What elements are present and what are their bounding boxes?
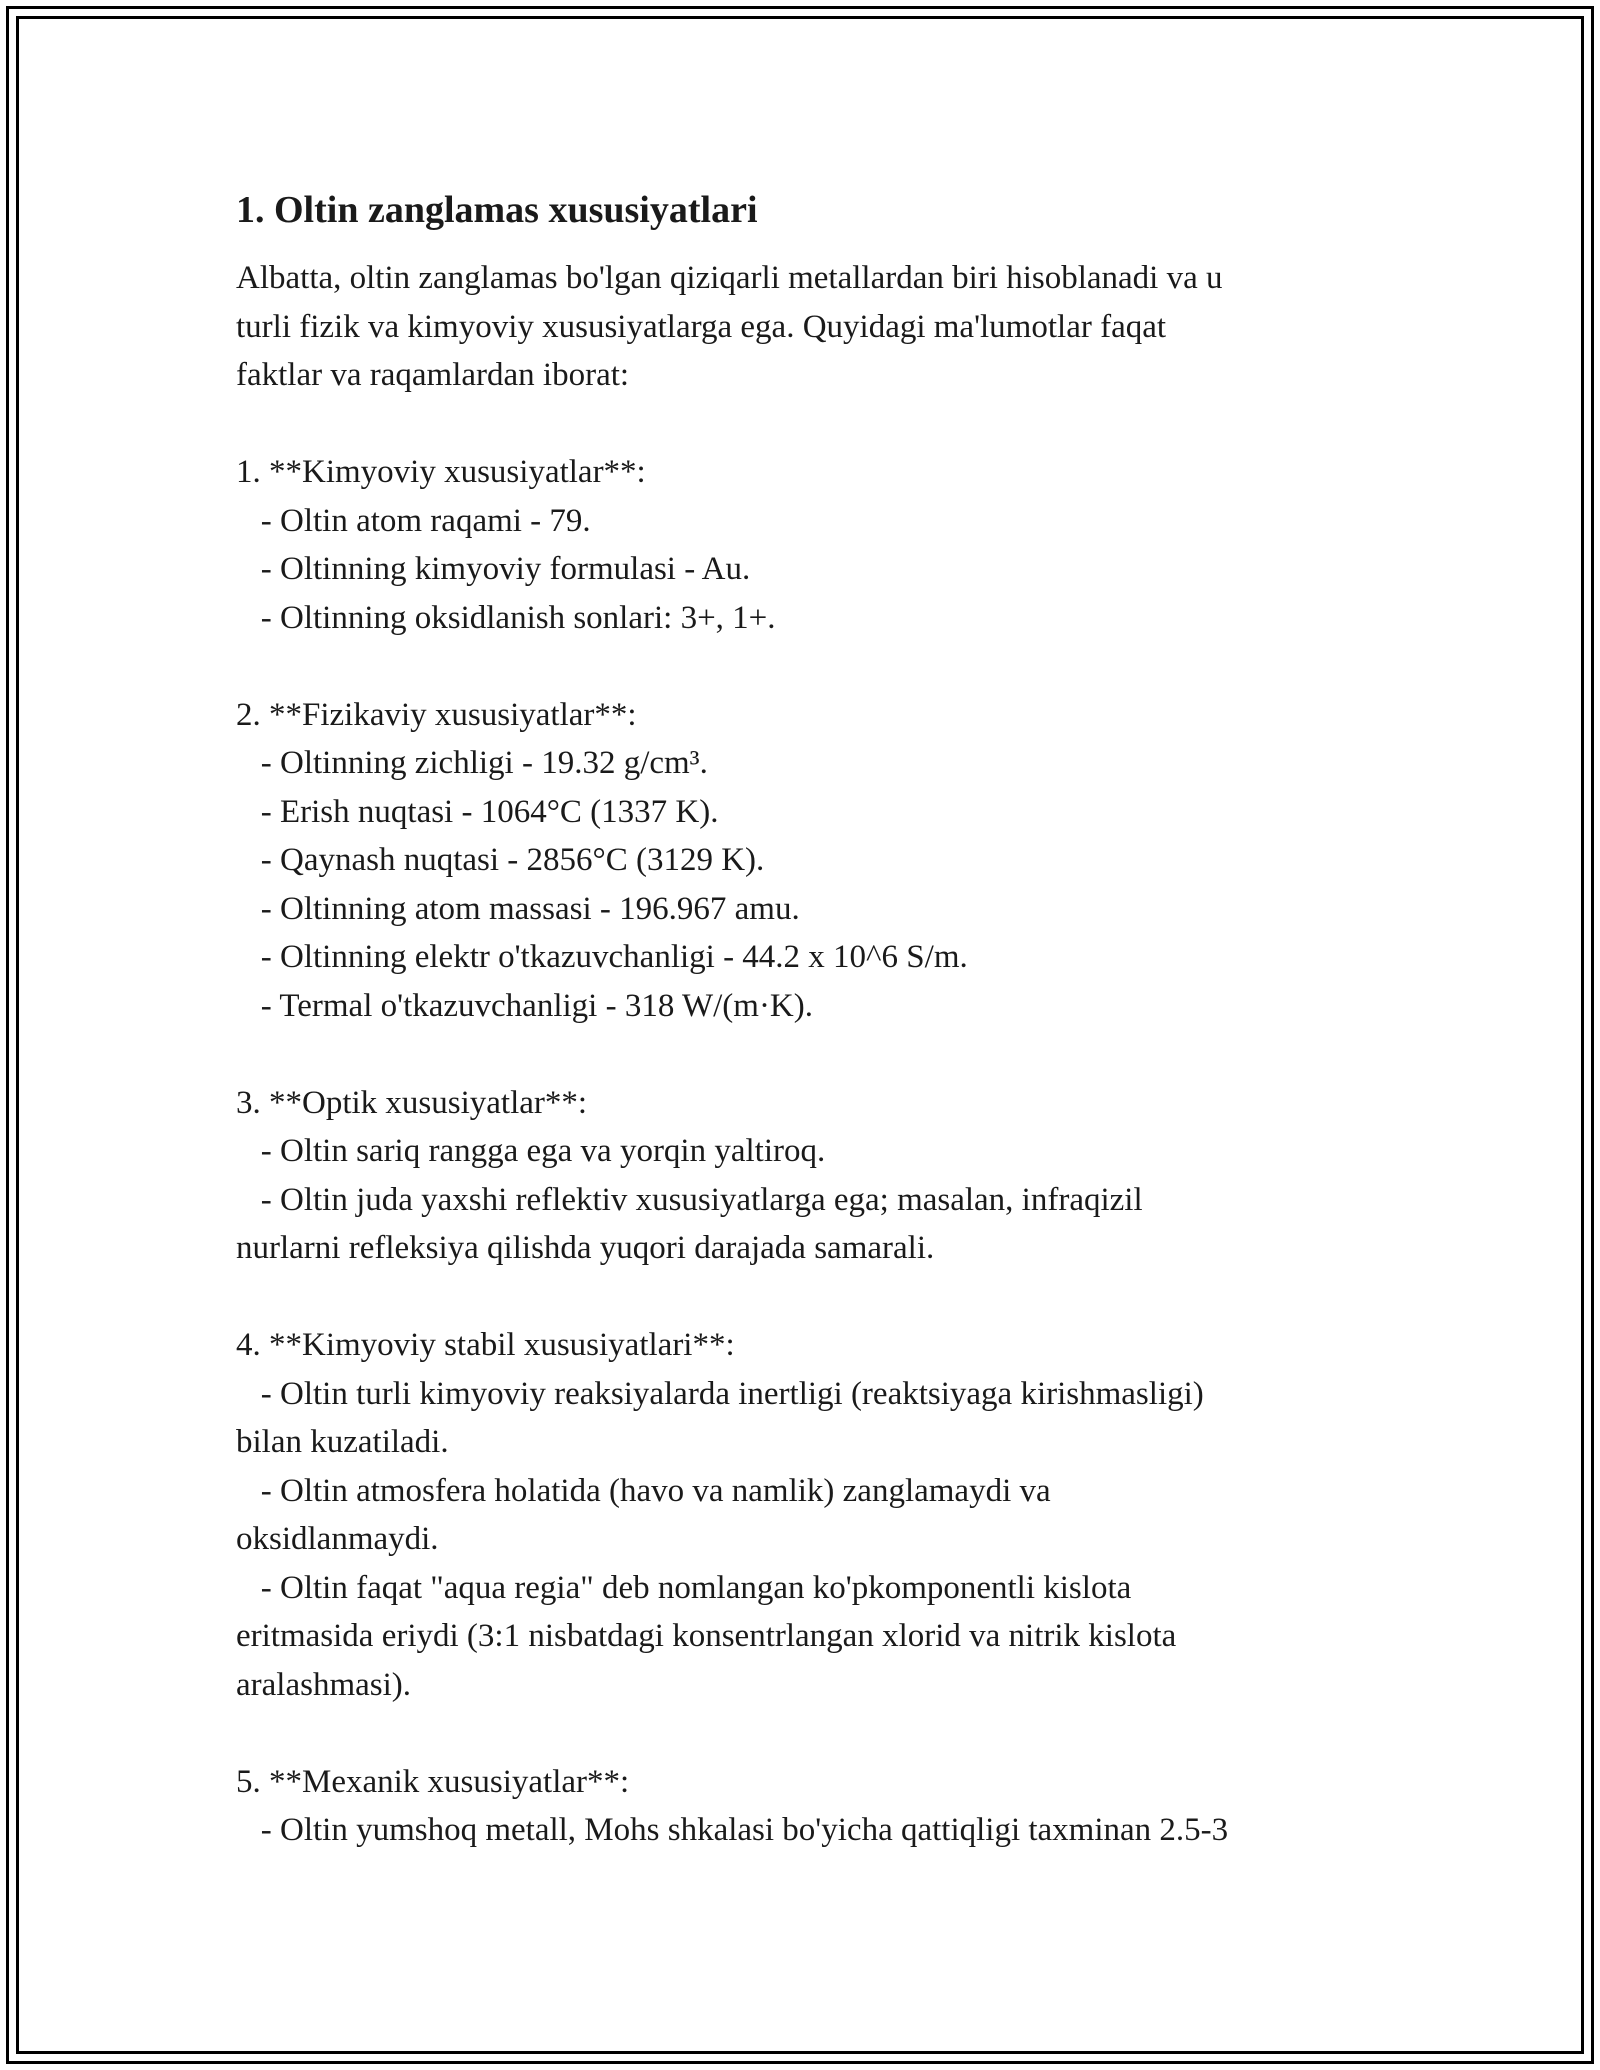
list-item-continuation: nurlarni refleksiya qilishda yuqori darajada samarali. xyxy=(236,1230,935,1266)
section-physical-properties xyxy=(236,691,1386,1031)
list-item-continuation: bilan kuzatiladi. xyxy=(236,1424,449,1460)
section-chemical-properties xyxy=(236,448,1386,642)
list-item-continuation: eritmasida eriydi (3:1 nisbatdagi konsentrlangan xlorid va nitrik kislota xyxy=(236,1618,1177,1654)
section-chemical-stability xyxy=(236,1321,1386,1709)
document-body xyxy=(236,186,1386,1903)
list-item-continuation: aralashmasi). xyxy=(236,1666,412,1703)
section-optical-properties xyxy=(236,1079,1386,1273)
list-item: - Oltin faqat "aqua regia" deb nomlangan ko'pkomponentli kislota xyxy=(236,1569,1132,1606)
list-item: - Oltinning elektr o'tkazuvchanligi - 44.2 x 10^6 S/m. xyxy=(236,939,968,975)
section-title: 5. **Mexanik xususiyatlar**: xyxy=(236,1763,630,1800)
list-item: - Oltin yumshoq metall, Mohs shkalasi bo'yicha qattiqligi taxminan 2.5-3 xyxy=(236,1812,1229,1848)
list-item: - Qaynash nuqtasi - 2856°C (3129 K). xyxy=(236,842,765,878)
section-title: 1. **Kimyoviy xususiyatlar**: xyxy=(236,454,646,490)
list-item-continuation: oksidlanmaydi. xyxy=(236,1521,439,1557)
list-item: - Oltinning zichligi - 19.32 g/cm³. xyxy=(236,745,708,781)
list-item: - Oltin turli kimyoviy reaksiyalarda inertligi (reaktsiyaga kirishmasligi) xyxy=(236,1375,1204,1412)
section-mechanical-properties xyxy=(236,1758,1386,1855)
list-item: - Oltin juda yaxshi reflektiv xususiyatlarga ega; masalan, infraqizil xyxy=(236,1181,1143,1218)
intro-line: turli fizik va kimyoviy xususiyatlarga ega. Quyidagi ma'lumotlar faqat xyxy=(236,308,1167,345)
list-item: - Oltin atmosfera holatida (havo va namlik) zanglamaydi va xyxy=(236,1472,1051,1509)
list-item: - Oltin atom raqami - 79. xyxy=(236,502,591,539)
section-title: 2. **Fizikaviy xususiyatlar**: xyxy=(236,696,637,733)
section-title: 3. **Optik xususiyatlar**: xyxy=(236,1084,588,1121)
section-title: 4. **Kimyoviy stabil xususiyatlari**: xyxy=(236,1327,735,1363)
list-item: - Oltin sariq rangga ega va yorqin yaltiroq. xyxy=(236,1133,826,1169)
intro-line: Albatta, oltin zanglamas bo'lgan qiziqarli metallardan biri hisoblanadi va u xyxy=(236,260,1223,296)
intro-line: faktlar va raqamlardan iborat: xyxy=(236,357,630,393)
list-item: - Termal o'tkazuvchanligi - 318 W/(m·K). xyxy=(236,987,814,1024)
document-heading: 1. Oltin zanglamas xususiyatlari xyxy=(236,189,758,231)
list-item: - Oltinning atom massasi - 196.967 amu. xyxy=(236,890,800,927)
list-item: - Oltinning oksidlanish sonlari: 3+, 1+. xyxy=(236,599,776,636)
list-item: - Oltinning kimyoviy formulasi - Au. xyxy=(236,551,751,587)
intro-paragraph xyxy=(236,254,1386,400)
list-item: - Erish nuqtasi - 1064°C (1337 K). xyxy=(236,793,719,830)
